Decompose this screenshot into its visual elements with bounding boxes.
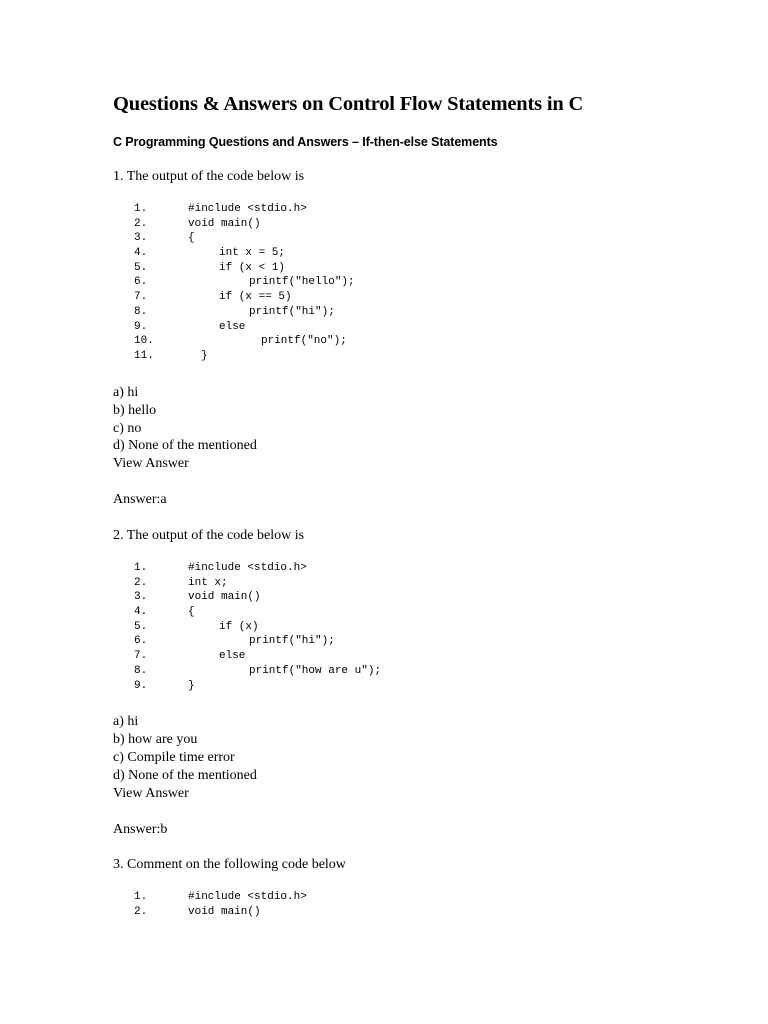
code-text: #include <stdio.h> xyxy=(188,891,307,903)
line-number: 9. xyxy=(134,320,148,333)
question-1-option-a: a) hi xyxy=(113,385,139,400)
code-text: else xyxy=(219,320,246,333)
question-1-option-b: b) hello xyxy=(113,403,157,418)
line-number: 1. xyxy=(134,891,148,903)
code-text: printf("hi"); xyxy=(249,635,335,648)
line-number: 1. xyxy=(134,562,148,574)
code-text: int x; xyxy=(188,576,228,589)
line-number: 8. xyxy=(134,305,148,318)
question-1-option-d: d) None of the mentioned xyxy=(113,438,257,453)
code-text: { xyxy=(188,232,195,245)
code-text: void main() xyxy=(188,217,261,230)
code-text: void main() xyxy=(188,905,261,918)
line-number: 5. xyxy=(134,261,148,274)
question-2-view-answer-link[interactable]: View Answer xyxy=(113,786,189,801)
code-text: printf("no"); xyxy=(261,335,347,348)
question-2-option-b: b) how are you xyxy=(113,732,198,747)
question-2-option-d: d) None of the mentioned xyxy=(113,768,257,783)
line-number: 6. xyxy=(134,276,148,289)
code-text: } xyxy=(201,349,208,362)
code-text: if (x == 5) xyxy=(219,291,292,304)
line-number: 11. xyxy=(134,349,154,362)
code-text: if (x < 1) xyxy=(219,261,286,274)
code-text: printf("hi"); xyxy=(249,305,335,318)
line-number: 2. xyxy=(134,905,148,918)
code-text: if (x) xyxy=(219,620,259,633)
line-number: 3. xyxy=(134,591,148,604)
line-number: 4. xyxy=(134,606,148,619)
code-text: void main() xyxy=(188,591,261,604)
code-text: else xyxy=(219,650,246,663)
line-number: 3. xyxy=(134,232,148,245)
question-2-text: 2. The output of the code below is xyxy=(113,528,305,543)
line-number: 2. xyxy=(134,217,148,230)
code-text: #include <stdio.h> xyxy=(188,203,307,215)
code-text: { xyxy=(188,606,195,619)
code-text: } xyxy=(188,679,195,692)
question-2-option-a: a) hi xyxy=(113,714,139,729)
line-number: 5. xyxy=(134,620,148,633)
code-text: #include <stdio.h> xyxy=(188,562,307,574)
line-number: 4. xyxy=(134,247,148,260)
line-number: 8. xyxy=(134,664,148,677)
question-1-text: 1. The output of the code below is xyxy=(113,169,305,184)
code-text: printf("how are u"); xyxy=(249,664,382,677)
line-number: 2. xyxy=(134,576,148,589)
question-2-answer: Answer:b xyxy=(113,822,168,837)
question-3-text: 3. Comment on the following code below xyxy=(113,857,346,872)
code-text: int x = 5; xyxy=(219,247,286,260)
line-number: 10. xyxy=(134,335,154,348)
question-1-answer: Answer:a xyxy=(113,492,167,507)
page-title: Questions & Answers on Control Flow Statements in C xyxy=(113,93,584,115)
question-2-option-c: c) Compile time error xyxy=(113,750,235,765)
question-1-view-answer-link[interactable]: View Answer xyxy=(113,456,189,471)
page-subtitle: C Programming Questions and Answers – If-then-else Statements xyxy=(113,135,498,149)
line-number: 6. xyxy=(134,635,148,648)
question-1-option-c: c) no xyxy=(113,421,142,436)
line-number: 7. xyxy=(134,291,148,304)
line-number: 9. xyxy=(134,679,148,692)
line-number: 7. xyxy=(134,650,148,663)
code-text: printf("hello"); xyxy=(249,276,355,289)
line-number: 1. xyxy=(134,203,148,215)
